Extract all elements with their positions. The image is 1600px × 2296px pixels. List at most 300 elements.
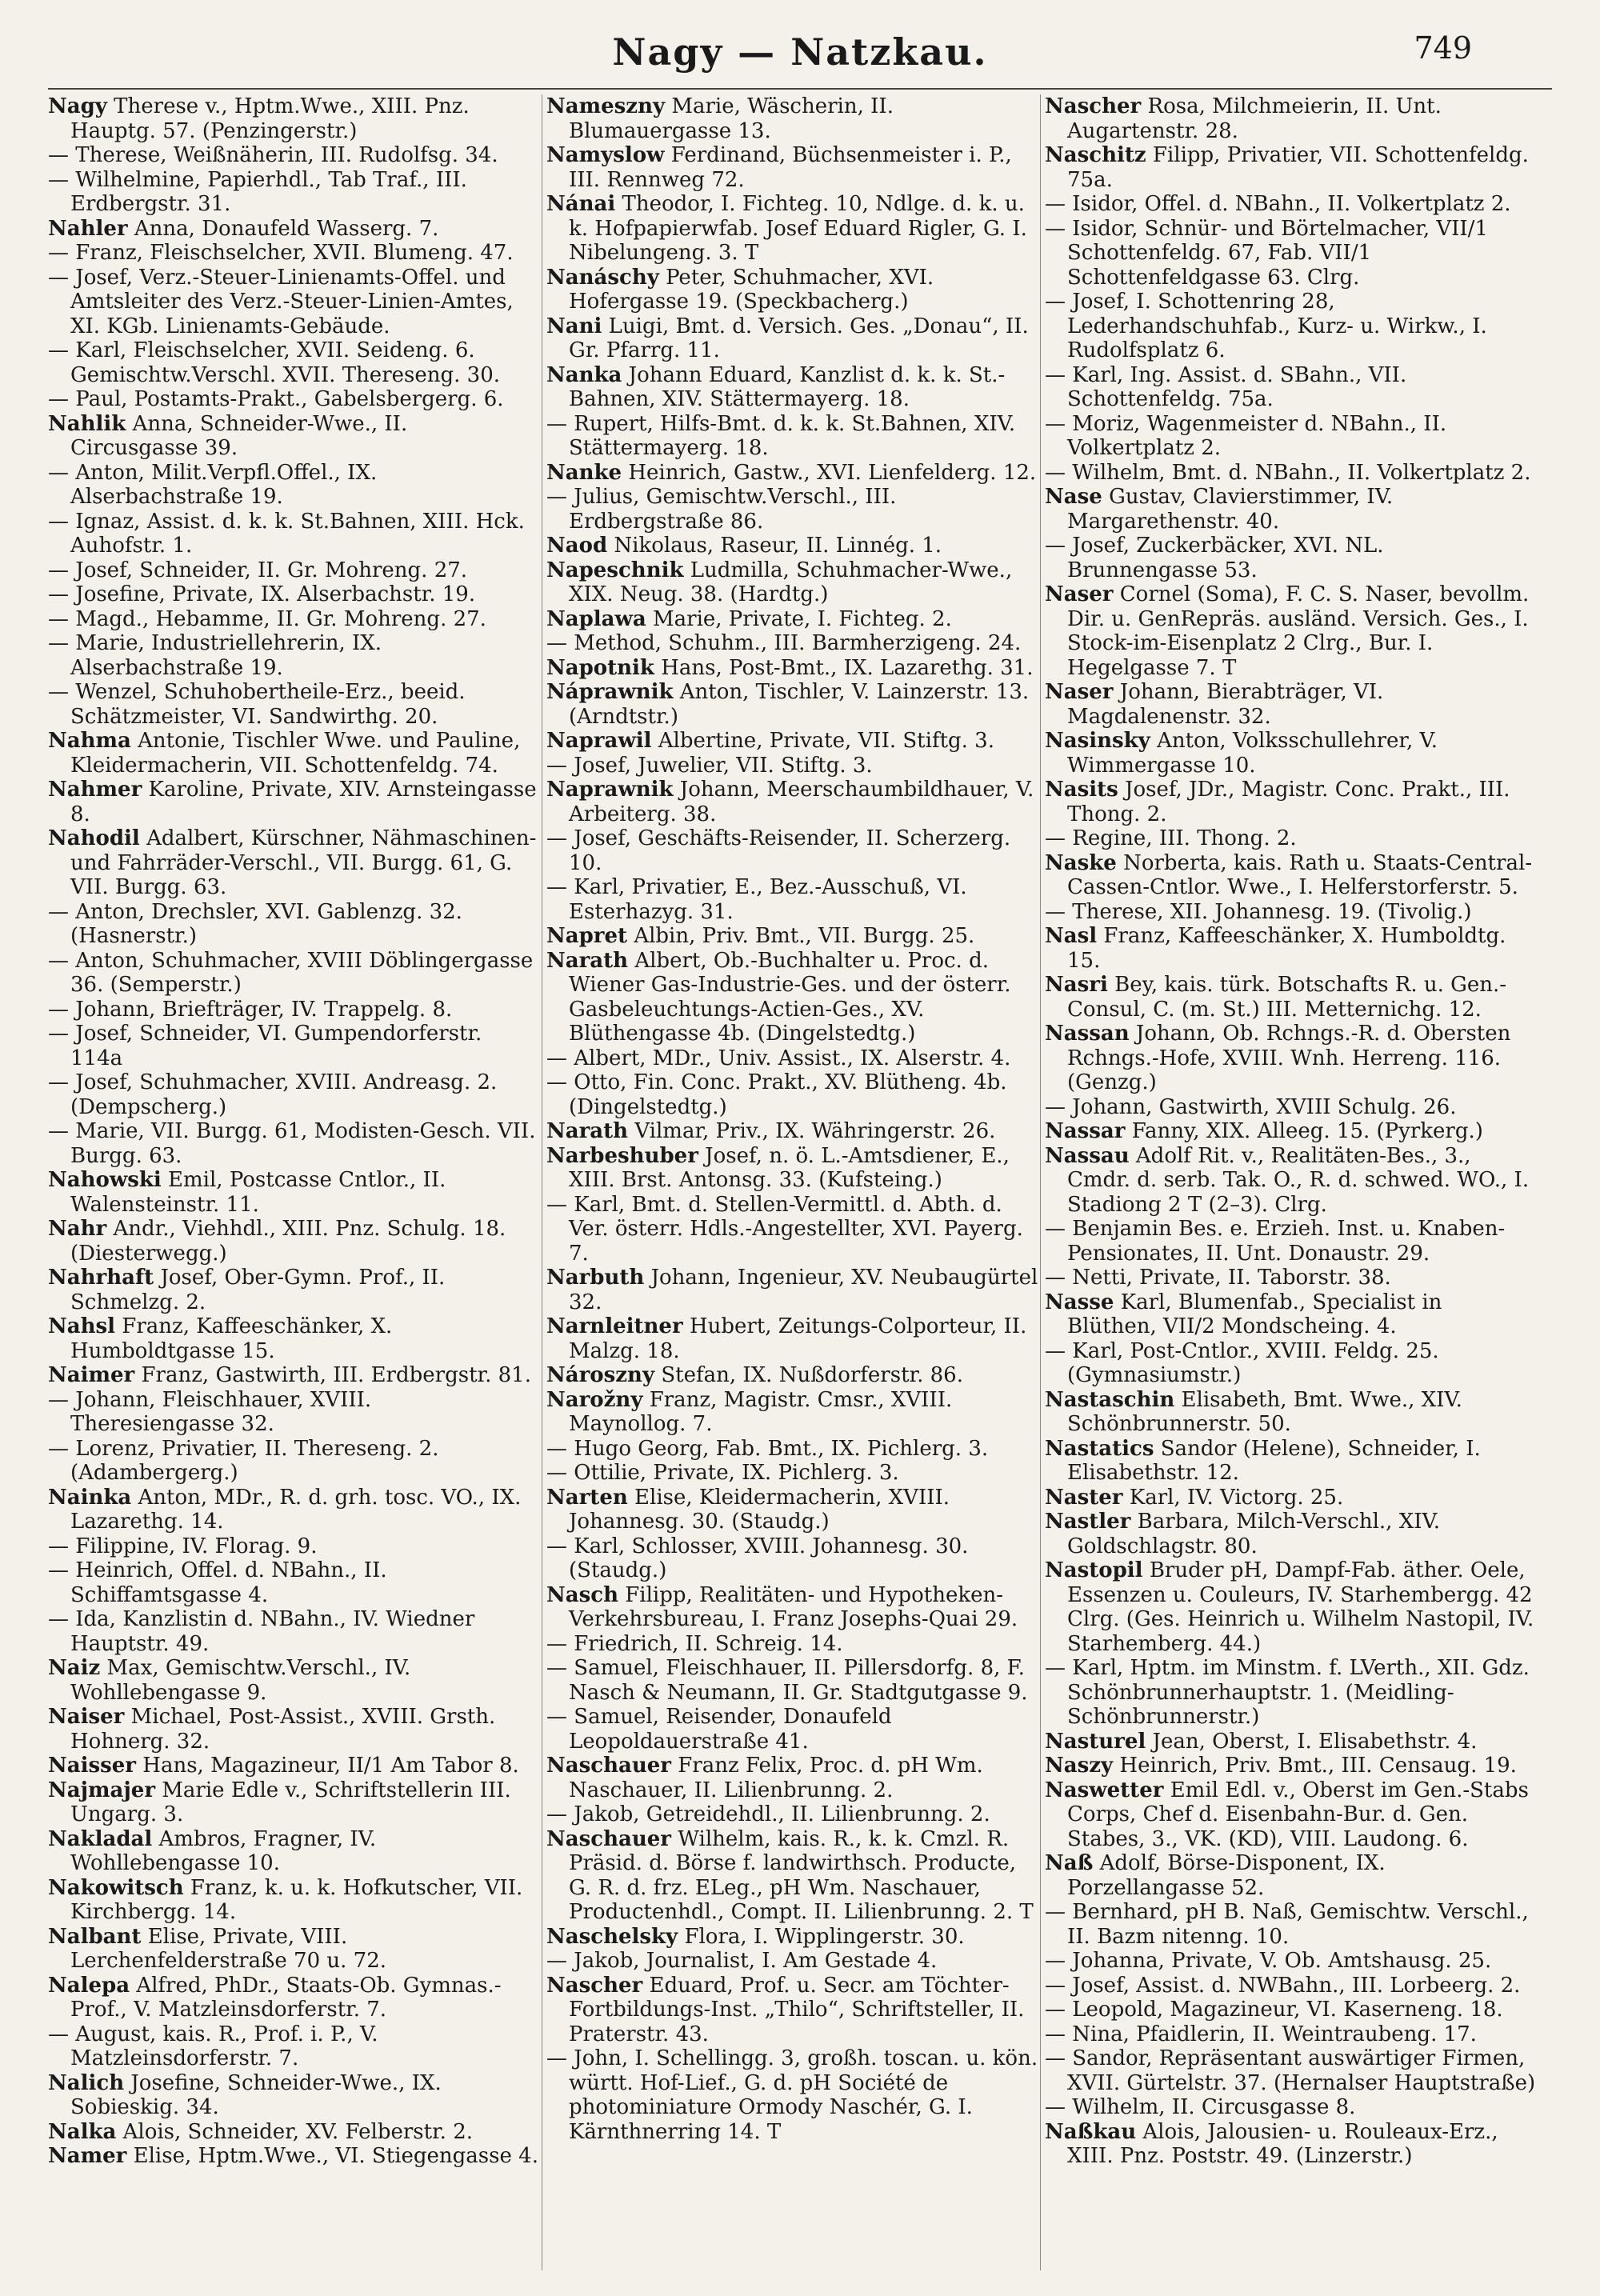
- entry-details: Albin, Priv. Bmt., VII. Burgg. 25.: [634, 924, 975, 948]
- entry-details: — Method, Schuhm., III. Barmherzigeng. 24.: [546, 631, 1022, 655]
- entry-surname: Nanke: [546, 460, 622, 485]
- directory-entry: [1045, 582, 1537, 680]
- directory-entry: [546, 1802, 1038, 1827]
- directory-entry: [48, 1486, 540, 1534]
- directory-entry: [1045, 1144, 1537, 1218]
- directory-entry: [1045, 1851, 1537, 1900]
- entry-surname: Narožny: [546, 1387, 643, 1412]
- entry-details: Karl, Blumenfab., Specialist in Blüthen, VII/2 Mondscheing. 4.: [1067, 1290, 1442, 1338]
- entry-surname: Naprawnik: [546, 778, 674, 802]
- entry-details: Filipp, Privatier, VII. Schottenfeldg. 75a.: [1067, 143, 1529, 192]
- directory-entry: [1045, 729, 1537, 778]
- entry-details: Josef, Ober-Gymn. Prof., II. Schmelzg. 2.: [70, 1266, 446, 1314]
- entry-details: — Sandor, Repräsentant auswärtiger Firmen, XVII. Gürtelstr. 37. (Hernalser Hauptstraße): [1045, 2046, 1536, 2095]
- entry-details: Stefan, IX. Nußdorferstr. 86.: [661, 1363, 963, 1387]
- entry-details: — Johann, Gastwirth, XVIII Schulg. 26.: [1045, 1094, 1457, 1119]
- entry-details: — Josef, Assist. d. NWBahn., III. Lorbeerg. 2.: [1045, 1973, 1521, 1998]
- directory-entry: [546, 1461, 1038, 1486]
- entry-surname: Nassar: [1045, 1119, 1126, 1143]
- entry-surname: Naplawa: [546, 606, 646, 631]
- entry-details: Anton, Volksschullehrer, V. Wimmergasse 10.: [1067, 729, 1438, 778]
- entry-surname: Naschauer: [546, 1754, 671, 1778]
- directory-entry: [48, 2022, 540, 2071]
- directory-entry: [546, 1046, 1038, 1071]
- directory-entry: [48, 1778, 540, 1827]
- directory-entry: [546, 412, 1038, 461]
- directory-entry: [1045, 1974, 1537, 1998]
- directory-entry: [48, 949, 540, 998]
- entry-surname: Nassan: [1045, 1022, 1130, 1046]
- entry-surname: Naimer: [48, 1363, 135, 1387]
- entry-surname: Nahodil: [48, 826, 140, 850]
- directory-entry: [546, 1266, 1038, 1314]
- entry-details: — Bernhard, pH B. Naß, Gemischtw. Verschl., II. Bazm nitenng. 10.: [1045, 1900, 1529, 1949]
- entry-surname: Naswetter: [1045, 1778, 1164, 1802]
- entry-surname: Nároszny: [546, 1363, 655, 1387]
- entry-details: Hubert, Zeitungs-Colporteur, II. Malzg. 18.: [569, 1314, 1027, 1363]
- entry-details: — Moriz, Wagenmeister d. NBahn., II. Volkertplatz 2.: [1045, 411, 1447, 460]
- entry-details: — John, I. Schellingg. 3, großh. toscan. u. kön. württ. Hof-Lief., G. d. pH Société de photominiature Ormody Naschér, G. I. Kärnthnerring 14. T: [546, 2046, 1038, 2144]
- directory-entry: [546, 607, 1038, 632]
- directory-entry: [546, 656, 1038, 681]
- entry-details: — Karl, Fleischselcher, XVII. Seideng. 6. Gemischtw.Verschl. XVII. Thereseng. 30.: [48, 338, 500, 387]
- directory-entry: [1045, 485, 1537, 534]
- entry-details: Anna, Schneider-Wwe., II. Circusgasse 39.: [70, 411, 408, 460]
- entry-details: — Johann, Briefträger, IV. Trappelg. 8.: [48, 997, 453, 1022]
- entry-details: — Anton, Milit.Verpfl.Offel., IX. Alserbachstraße 19.: [48, 460, 378, 509]
- directory-entry: [546, 143, 1038, 192]
- entry-details: — Samuel, Reisender, Donaufeld Leopoldauerstraße 41.: [546, 1705, 892, 1754]
- entry-surname: Naster: [1045, 1485, 1123, 1510]
- directory-entry: [546, 1974, 1038, 2047]
- page-header: [0, 24, 1600, 80]
- entry-details: Josef, JDr., Magistr. Conc. Prakt., III. Thong. 2.: [1067, 778, 1510, 826]
- directory-entry: [546, 485, 1038, 534]
- entry-details: — Therese, Weißnäherin, III. Rudolfsg. 34.: [48, 143, 498, 167]
- entry-surname: Narath: [546, 948, 629, 973]
- directory-entry: [48, 631, 540, 680]
- entry-details: Ambros, Fragner, IV. Wohllebengasse 10.: [70, 1826, 377, 1875]
- entry-details: — Friedrich, II. Schreig. 14.: [546, 1631, 843, 1656]
- entry-details: Cornel (Soma), F. C. S. Naser, bevollm. Dir. u. GenRepräs. ausländ. Versich. Ges., I. Stock-im-Eisenplatz 2 Clrg., Bur. I. Hegelgasse 7. T: [1067, 582, 1530, 680]
- directory-entry: [48, 1607, 540, 1656]
- entry-surname: Napret: [546, 924, 628, 948]
- entry-surname: Naser: [1045, 680, 1114, 704]
- entry-surname: Namyslow: [546, 143, 665, 167]
- directory-entry: [1045, 1998, 1537, 2022]
- directory-entry: [48, 1754, 540, 1778]
- entry-details: — Karl, Post-Cntlor., XVIII. Feldg. 25. (Gymnasiumstr.): [1045, 1338, 1439, 1387]
- entry-details: — Josef, Schneider, VI. Gumpendorferstr. 114a: [48, 1022, 482, 1070]
- entry-details: Johann, Meerschaumbildhauer, V. Arbeiterg. 38.: [569, 778, 1034, 826]
- entry-surname: Nahlik: [48, 411, 126, 436]
- directory-entry: [48, 607, 540, 632]
- directory-entry: [546, 1119, 1038, 1144]
- entry-details: Flora, I. Wipplingerstr. 30.: [684, 1924, 965, 1949]
- column-right: [1045, 94, 1537, 2169]
- directory-entry: [48, 826, 540, 900]
- entry-details: Theodor, I. Fichteg. 10, Ndlge. d. k. u. k. Hofpapierwfab. Josef Eduard Rigler, G. I. Nibelungeng. 3. T: [569, 192, 1027, 265]
- directory-entry: [1045, 2022, 1537, 2047]
- entry-details: Adolf Rit. v., Realitäten-Bes., 3., Cmdr. d. serb. Tak. O., R. d. schwed. WO., I. Stadiong 2 T (2–3). Clrg.: [1067, 1143, 1530, 1217]
- entry-details: Marie Edle v., Schriftstellerin III. Ungarg. 3.: [70, 1778, 511, 1826]
- header-rule: [48, 88, 1552, 90]
- directory-entry: [1045, 1339, 1537, 1388]
- directory-entry: [1045, 94, 1537, 143]
- entry-surname: Nalbant: [48, 1924, 142, 1949]
- entry-surname: Naß: [1045, 1851, 1094, 1875]
- entry-details: — Ignaz, Assist. d. k. k. St.Bahnen, XIII. Hck. Auhofstr. 1.: [48, 509, 525, 558]
- directory-entry: [546, 1925, 1038, 1950]
- page-number: 749: [1414, 30, 1472, 66]
- directory-entry: [48, 1022, 540, 1070]
- entry-surname: Naod: [546, 534, 608, 558]
- entry-surname: Nahowski: [48, 1168, 162, 1192]
- column-middle: [546, 94, 1038, 2144]
- directory-entry: [1045, 1949, 1537, 1974]
- directory-entry: [1045, 778, 1537, 826]
- entry-surname: Naschauer: [546, 1826, 671, 1851]
- entry-surname: Nalepa: [48, 1973, 130, 1998]
- entry-details: Albertine, Private, VII. Stiftg. 3.: [658, 729, 994, 753]
- directory-entry: [546, 778, 1038, 826]
- directory-entry: [1045, 1388, 1537, 1437]
- entry-surname: Nahrhaft: [48, 1266, 154, 1290]
- entry-details: — Isidor, Offel. d. NBahn., II. Volkertplatz 2.: [1045, 192, 1511, 216]
- entry-details: Norberta, kais. Rath u. Staats-Central-Cassen-Cntlor. Wwe., I. Helferstorferstr. 5.: [1067, 850, 1533, 899]
- entry-details: — Wilhelmine, Papierhdl., Tab Traf., III. Erdbergstr. 31.: [48, 167, 467, 216]
- entry-details: — Anton, Drechsler, XVI. Gablenzg. 32. (Hasnerstr.): [48, 899, 462, 948]
- entry-details: Anton, MDr., R. d. grh. tosc. VO., IX. Lazarethg. 14.: [70, 1485, 522, 1534]
- entry-details: Franz, Magistr. Cmsr., XVIII. Maynollog. 7.: [569, 1387, 953, 1436]
- entry-details: Elisabeth, Bmt. Wwe., XIV. Schönbrunnerstr. 50.: [1067, 1387, 1462, 1436]
- entry-surname: Nainka: [48, 1485, 132, 1510]
- directory-entry: [1045, 973, 1537, 1022]
- entry-details: — Therese, XII. Johannesg. 19. (Tivolig.): [1045, 899, 1472, 924]
- entry-details: Barbara, Milch-Verschl., XIV. Goldschlagstr. 80.: [1067, 1510, 1440, 1558]
- entry-details: Johann, Bierabträger, VI. Magdalenenstr. 32.: [1067, 680, 1384, 729]
- entry-details: — Marie, VII. Burgg. 61, Modisten-Gesch. VII. Burgg. 63.: [48, 1119, 536, 1168]
- entry-surname: Nahsl: [48, 1314, 116, 1338]
- entry-surname: Nakowitsch: [48, 1875, 184, 1900]
- entry-details: Albert, Ob.-Buchhalter u. Proc. d. Wiener Gas-Industrie-Ges. und der österr. Gasbeleuchtungs-Actien-Ges., XV. Blüthengasse 4b. (Dingelstedtg.): [569, 948, 1011, 1046]
- entry-surname: Nanáschy: [546, 265, 659, 290]
- entry-surname: Narbuth: [546, 1266, 645, 1290]
- entry-details: — Otto, Fin. Conc. Prakt., XV. Blütheng. 4b. (Dingelstedtg.): [546, 1070, 1007, 1119]
- entry-details: — Samuel, Fleischhauer, II. Pillersdorfg. 8, F. Nasch & Neumann, II. Gr. Stadtgutgasse 9.: [546, 1656, 1028, 1705]
- entry-details: — Leopold, Magazineur, VI. Kaserneng. 18.: [1045, 1998, 1503, 2022]
- directory-entry: [48, 1388, 540, 1437]
- directory-entry: [546, 875, 1038, 924]
- entry-details: — Josef, Verz.-Steuer-Linienamts-Offel. und Amtsleiter des Verz.-Steuer-Linien-Amtes, XI. KGb. Linienamts-Gebäude.: [48, 265, 514, 338]
- directory-entry: [546, 363, 1038, 412]
- directory-entry: [546, 1656, 1038, 1705]
- entry-surname: Nanka: [546, 362, 622, 387]
- entry-details: Wilhelm, kais. R., k. k. Cmzl. R. Präsid. d. Börse f. landwirthsch. Producte, G. R. d. frz. ELeg., pH Wm. Naschauer, Productenhdl., Compt. II. Lilienbrunng. 2. T: [569, 1826, 1034, 1924]
- entry-details: Elise, Hptm.Wwe., VI. Stiegengasse 4.: [133, 2144, 538, 2168]
- entry-details: Josef, n. ö. L.-Amtsdiener, E., XIII. Brst. Antonsg. 33. (Kufsteing.): [569, 1143, 1010, 1192]
- entry-details: Eduard, Prof. u. Secr. am Töchter-Fortbildungs-Inst. „Thilo“, Schriftsteller, II. Praterstr. 43.: [569, 1973, 1025, 2046]
- entry-details: Franz, Kaffeeschänker, X. Humboldtgasse 15.: [70, 1314, 393, 1363]
- entry-details: — Josef, Schuhmacher, XVIII. Andreasg. 2. (Dempscherg.): [48, 1070, 498, 1119]
- entry-surname: Naschelsky: [546, 1924, 678, 1949]
- directory-entry: [48, 94, 540, 143]
- entry-details: Anna, Donaufeld Wasserg. 7.: [134, 216, 439, 241]
- entry-details: Max, Gemischtw.Verschl., IV. Wohllebengasse 9.: [70, 1656, 411, 1705]
- directory-entry: [48, 2144, 540, 2169]
- entry-details: Marie, Private, I. Fichteg. 2.: [653, 606, 952, 631]
- directory-entry: [546, 94, 1038, 143]
- entry-surname: Naisser: [48, 1754, 137, 1778]
- entry-surname: Nastopil: [1045, 1558, 1143, 1582]
- entry-surname: Naszy: [1045, 1754, 1114, 1778]
- directory-entry: [1045, 1119, 1537, 1144]
- entry-surname: Naiz: [48, 1656, 101, 1680]
- entry-details: Nikolaus, Raseur, II. Linnég. 1.: [614, 534, 942, 558]
- directory-entry: [48, 143, 540, 168]
- entry-details: — Karl, Ing. Assist. d. SBahn., VII. Schottenfeldg. 75a.: [1045, 362, 1407, 411]
- entry-details: Heinrich, Priv. Bmt., III. Censaug. 19.: [1119, 1754, 1517, 1778]
- entry-details: — Regine, III. Thong. 2.: [1045, 826, 1297, 850]
- entry-details: — Wilhelm, Bmt. d. NBahn., II. Volkertplatz 2.: [1045, 460, 1531, 485]
- entry-details: — Heinrich, Offel. d. NBahn., II. Schiffamtsgasse 4.: [48, 1558, 387, 1607]
- entry-details: Alfred, PhDr., Staats-Ob. Gymnas.-Prof., V. Matzleinsdorferstr. 7.: [70, 1973, 502, 2022]
- directory-entry: [48, 387, 540, 412]
- entry-details: — Josef, I. Schottenring 28, Lederhandschuhfab., Kurz- u. Wirkw., I. Rudolfsplatz 6.: [1045, 290, 1487, 362]
- entry-details: Johann Eduard, Kanzlist d. k. k. St.-Bahnen, XIV. Stättermayerg. 18.: [569, 362, 1006, 411]
- directory-entry: [546, 461, 1038, 486]
- entry-details: — Franz, Fleischselcher, XVII. Blumeng. 47.: [48, 241, 514, 265]
- directory-entry: [546, 1314, 1038, 1363]
- entry-details: — Karl, Bmt. d. Stellen-Vermittl. d. Abth. d. Ver. österr. Hdls.-Angestellter, XVI. Payerg. 7.: [546, 1192, 1023, 1266]
- entry-details: Hans, Magazineur, II/1 Am Tabor 8.: [142, 1754, 519, 1778]
- directory-entry: [48, 558, 540, 583]
- entry-details: Heinrich, Gastw., XVI. Lienfelderg. 12.: [628, 460, 1037, 485]
- entry-details: Johann, Ob. Rchngs.-R. d. Obersten Rchngs.-Hofe, XVIII. Wnh. Herreng. 116. (Genzg.): [1067, 1022, 1511, 1094]
- entry-details: Karl, IV. Victorg. 25.: [1129, 1485, 1344, 1510]
- entry-surname: Nakladal: [48, 1826, 153, 1851]
- entry-details: Gustav, Clavierstimmer, IV. Margarethenstr. 40.: [1067, 485, 1394, 534]
- directory-entry: [48, 2120, 540, 2145]
- directory-entry: [1045, 924, 1537, 973]
- directory-entry: [1045, 1217, 1537, 1266]
- directory-entry: [1045, 2095, 1537, 2120]
- entry-details: Alois, Jalousien- u. Rouleaux-Erz., XIII. Pnz. Poststr. 49. (Linzerstr.): [1067, 2119, 1498, 2168]
- directory-entry: [546, 558, 1038, 607]
- entry-surname: Nasri: [1045, 973, 1108, 997]
- directory-entry: [546, 924, 1038, 949]
- directory-entry: [546, 754, 1038, 778]
- running-title: Nagy — Natzkau.: [612, 30, 988, 74]
- entry-details: Luigi, Bmt. d. Versich. Ges. „Donau“, II. Gr. Pfarrg. 11.: [569, 314, 1029, 362]
- entry-details: Hans, Post-Bmt., IX. Lazarethg. 31.: [661, 655, 1034, 680]
- directory-entry: [48, 778, 540, 826]
- entry-surname: Nascher: [1045, 94, 1142, 118]
- directory-entry: [48, 729, 540, 778]
- entry-surname: Nalka: [48, 2119, 117, 2144]
- directory-entry: [48, 1705, 540, 1754]
- directory-entry: [48, 1437, 540, 1486]
- entry-details: — Lorenz, Privatier, II. Thereseng. 2. (Adambergerg.): [48, 1436, 439, 1485]
- entry-surname: Naßkau: [1045, 2119, 1137, 2144]
- entry-details: — Jakob, Journalist, I. Am Gestade 4.: [546, 1949, 938, 1973]
- entry-details: Anton, Tischler, V. Lainzerstr. 13. (Arndtstr.): [569, 680, 1030, 729]
- entry-details: Josefine, Schneider-Wwe., IX. Sobieskig. 34.: [70, 2070, 442, 2119]
- column-separator: [1040, 94, 1041, 2270]
- directory-entry: [546, 1070, 1038, 1119]
- directory-entry: [1045, 461, 1537, 486]
- directory-entry: [546, 314, 1038, 363]
- entry-details: — Filippine, IV. Florag. 9.: [48, 1534, 318, 1558]
- column-left: [48, 94, 540, 2169]
- entry-details: — Ottilie, Private, IX. Pichlerg. 3.: [546, 1461, 899, 1485]
- entry-details: — Albert, MDr., Univ. Assist., IX. Alserstr. 4.: [546, 1046, 1011, 1070]
- entry-details: — August, kais. R., Prof. i. P., V. Matzleinsdorferstr. 7.: [48, 2022, 378, 2070]
- directory-entry: [546, 1486, 1038, 1534]
- entry-details: — Paul, Postamts-Prakt., Gabelsbergerg. 6.: [48, 387, 504, 411]
- entry-details: — Magd., Hebamme, II. Gr. Mohreng. 27.: [48, 606, 486, 631]
- entry-details: Franz, Gastwirth, III. Erdbergstr. 81.: [141, 1363, 531, 1387]
- directory-entry: [546, 1363, 1038, 1388]
- directory-entry: [1045, 2046, 1537, 2095]
- entry-details: — Karl, Hptm. im Minstm. f. LVerth., XII. Gdz. Schönbrunnerhauptstr. 1. (Meidling-Schönbrunnerstr.): [1045, 1656, 1530, 1729]
- entry-details: Elise, Private, VIII. Lerchenfelderstraße 70 u. 72.: [70, 1924, 387, 1973]
- entry-surname: Narbeshuber: [546, 1143, 698, 1168]
- directory-entry: [48, 1070, 540, 1119]
- entry-details: — Karl, Privatier, E., Bez.-Ausschuß, VI. Esterhazyg. 31.: [546, 875, 967, 924]
- entry-details: — Josef, Zuckerbäcker, XVI. NL. Brunnengasse 53.: [1045, 534, 1384, 582]
- entry-surname: Napotnik: [546, 655, 654, 680]
- entry-surname: Naschitz: [1045, 143, 1146, 167]
- directory-entry: [1045, 534, 1537, 582]
- entry-details: — Johann, Fleischhauer, XVIII. Theresiengasse 32.: [48, 1387, 372, 1436]
- entry-surname: Nani: [546, 314, 602, 338]
- directory-entry: [1045, 2120, 1537, 2169]
- directory-entry: [1045, 363, 1537, 412]
- directory-entry: [1045, 1754, 1537, 1778]
- directory-entry: [1045, 1022, 1537, 1095]
- entry-surname: Nastler: [1045, 1510, 1131, 1534]
- entry-surname: Najmajer: [48, 1778, 156, 1802]
- directory-entry: [546, 826, 1038, 875]
- directory-entry: [48, 1974, 540, 2022]
- entry-details: Vilmar, Priv., IX. Währingerstr. 26.: [634, 1119, 996, 1143]
- directory-entry: [48, 1925, 540, 1974]
- entry-details: Antonie, Tischler Wwe. und Pauline, Kleidermacherin, VII. Schottenfeldg. 74.: [70, 729, 521, 778]
- entry-surname: Nassau: [1045, 1143, 1130, 1168]
- directory-entry: [546, 1632, 1038, 1657]
- directory-entry: [546, 1193, 1038, 1266]
- entry-details: — Karl, Schlosser, XVIII. Johannesg. 30. (Staudg.): [546, 1534, 969, 1582]
- directory-entry: [1045, 900, 1537, 925]
- directory-entry: [48, 1119, 540, 1168]
- directory-entry: [1045, 1558, 1537, 1656]
- entry-surname: Naske: [1045, 850, 1117, 875]
- entry-surname: Nameszny: [546, 94, 666, 118]
- entry-surname: Namer: [48, 2144, 127, 2168]
- directory-entry: [546, 192, 1038, 266]
- directory-entry: [48, 266, 540, 339]
- directory-entry: [48, 338, 540, 387]
- directory-entry: [546, 949, 1038, 1046]
- entry-details: Adolf, Börse-Disponent, IX. Porzellangasse 52.: [1067, 1851, 1386, 1900]
- entry-details: Andr., Viehhdl., XIII. Pnz. Schulg. 18. (Diesterwegg.): [70, 1217, 506, 1266]
- entry-surname: Nahler: [48, 216, 128, 241]
- entry-surname: Narten: [546, 1485, 628, 1510]
- entry-details: Michael, Post-Assist., XVIII. Grsth. Hohnerg. 32.: [70, 1705, 496, 1754]
- entry-surname: Naser: [1045, 582, 1114, 606]
- directory-entry: [1045, 1730, 1537, 1754]
- directory-entry: [546, 266, 1038, 314]
- entry-details: Alois, Schneider, XV. Felberstr. 2.: [122, 2119, 474, 2144]
- entry-details: — Rupert, Hilfs-Bmt. d. k. k. St.Bahnen, XIV. Stättermayerg. 18.: [546, 411, 1016, 460]
- directory-entry: [1045, 1656, 1537, 1730]
- entry-surname: Nastaschin: [1045, 1387, 1175, 1412]
- entry-surname: Nahma: [48, 729, 131, 753]
- entry-details: Sandor (Helene), Schneider, I. Elisabethstr. 12.: [1067, 1436, 1481, 1485]
- entry-details: — Johanna, Private, V. Ob. Amtshausg. 25.: [1045, 1949, 1492, 1973]
- directory-entry: [48, 412, 540, 461]
- directory-entry: [1045, 143, 1537, 192]
- directory-entry: [546, 534, 1038, 558]
- entry-details: Emil Edl. v., Oberst im Gen.-Stabs Corps, Chef d. Eisenbahn-Bur. d. Gen. Stabes, 3., VK. (KD), VIII. Laudong. 6.: [1067, 1778, 1529, 1851]
- directory-entry: [48, 680, 540, 729]
- directory-entry: [48, 1558, 540, 1607]
- directory-entry: [546, 2046, 1038, 2144]
- directory-entry: [48, 168, 540, 217]
- directory-entry: [1045, 217, 1537, 290]
- directory-entry: [48, 461, 540, 510]
- directory-entry: [546, 1534, 1038, 1583]
- directory-entry: [48, 1363, 540, 1388]
- entry-surname: Narath: [546, 1119, 629, 1143]
- directory-entry: [48, 217, 540, 242]
- directory-entry: [48, 1534, 540, 1559]
- entry-surname: Nánai: [546, 192, 616, 216]
- entry-details: Ludmilla, Schuhmacher-Wwe., XIX. Neug. 38. (Hardtg.): [569, 558, 1013, 606]
- entry-surname: Nascher: [546, 1973, 643, 1998]
- directory-entry: [1045, 1266, 1537, 1290]
- entry-surname: Nastatics: [1045, 1436, 1154, 1461]
- directory-entry: [1045, 1095, 1537, 1120]
- directory-entry: [48, 1266, 540, 1314]
- entry-details: Marie, Wäscherin, II. Blumauergasse 13.: [569, 94, 894, 143]
- directory-entry: [48, 1168, 540, 1217]
- entry-details: — Wenzel, Schuhobertheile-Erz., beeid. Schätzmeister, VI. Sandwirthg. 20.: [48, 680, 466, 729]
- entry-details: — Josef, Schneider, II. Gr. Mohreng. 27.: [48, 558, 468, 582]
- directory-entry: [48, 510, 540, 558]
- entry-details: — Jakob, Getreidehdl., II. Lilienbrunng. 2.: [546, 1802, 990, 1826]
- directory-entry: [48, 900, 540, 949]
- entry-surname: Nasl: [1045, 924, 1098, 948]
- entry-surname: Nase: [1045, 485, 1102, 509]
- entry-surname: Nagy: [48, 94, 107, 118]
- directory-entry: [1045, 1510, 1537, 1558]
- entry-surname: Nalich: [48, 2070, 125, 2095]
- directory-entry: [48, 1656, 540, 1705]
- entry-details: — Marie, Industriellehrerin, IX. Alserbachstraße 19.: [48, 631, 382, 680]
- entry-details: — Josef, Geschäfts-Reisender, II. Scherzerg. 10.: [546, 826, 1011, 875]
- directory-entry: [1045, 1437, 1537, 1486]
- entry-surname: Nasse: [1045, 1290, 1114, 1314]
- directory-entry: [1045, 1900, 1537, 1949]
- directory-entry: [546, 1827, 1038, 1925]
- entry-details: Johann, Ingenieur, XV. Neubaugürtel 32.: [569, 1266, 1038, 1314]
- directory-entry: [48, 241, 540, 266]
- entry-details: Peter, Schuhmacher, XVI. Hofergasse 19. (Speckbacherg.): [569, 265, 934, 314]
- directory-entry: [48, 1827, 540, 1876]
- entry-details: Karoline, Private, XIV. Arnsteingasse 8.: [70, 778, 537, 826]
